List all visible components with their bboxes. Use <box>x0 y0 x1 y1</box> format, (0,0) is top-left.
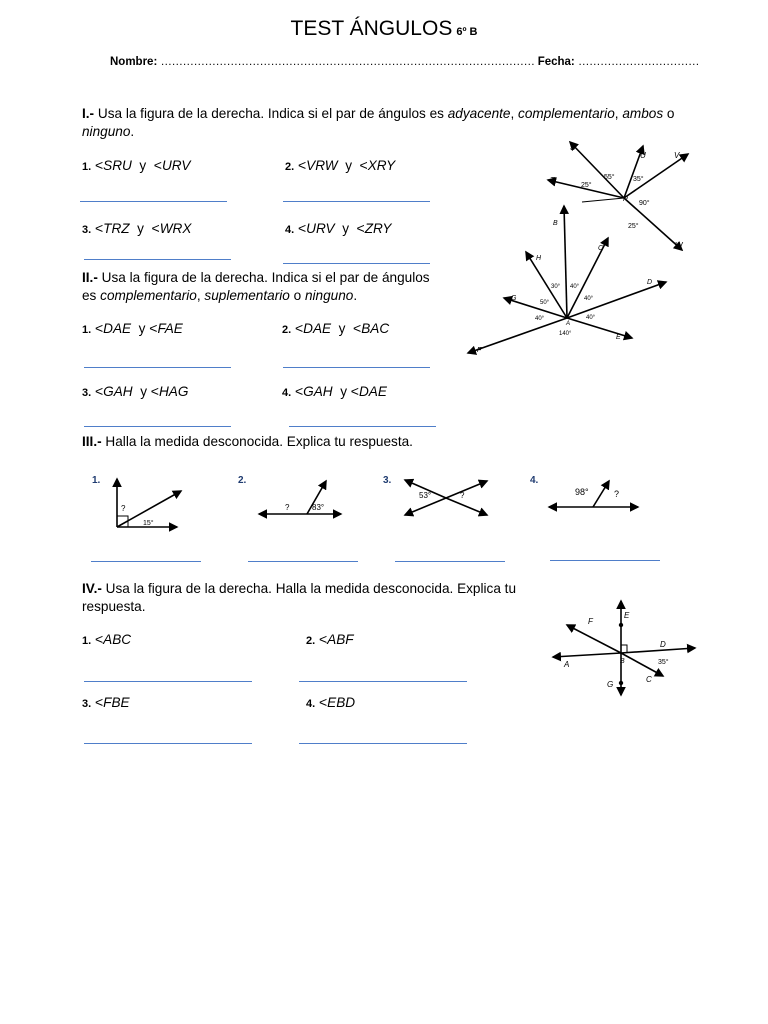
s1-em-ambos: ambos <box>622 106 664 121</box>
s1-em-ninguno: ninguno <box>82 124 131 139</box>
label-g: G <box>607 680 614 689</box>
ray-bf <box>567 625 621 653</box>
section-4-number: IV.- <box>82 581 102 596</box>
s4-question-2 <box>306 631 354 647</box>
label-g: G <box>511 295 517 302</box>
question-number: 1. <box>82 324 92 336</box>
label-c: C <box>598 245 604 252</box>
question-number: 4. <box>285 224 295 236</box>
question-number: 3. <box>82 224 92 236</box>
answer-line[interactable] <box>299 681 467 682</box>
answer-line[interactable] <box>395 561 505 562</box>
section-3-figures <box>85 465 685 545</box>
angle-35: 35° <box>658 659 669 666</box>
s2-text-c: , <box>196 288 205 303</box>
angle-b: BAC <box>361 321 390 336</box>
s2-em-complementario: complementario <box>100 288 197 303</box>
angle-25a: 25° <box>581 182 592 189</box>
figure-4-given: 98° <box>575 487 589 497</box>
grade-label: 6º B <box>456 26 478 38</box>
date-label: Fecha: <box>537 56 575 68</box>
label-c: C <box>646 675 652 684</box>
question-number: 1. <box>82 161 92 173</box>
name-label: Nombre: <box>110 56 158 68</box>
angle-a: VRW <box>306 158 338 173</box>
angle-symbol: < <box>353 320 362 336</box>
s4-text-a: Usa la figura de la derecha. Halla la medida desconocida. Explica tu <box>101 581 516 596</box>
label-a: A <box>564 660 570 669</box>
s4-text-b: respuesta. <box>82 599 146 614</box>
s1-text-e: . <box>130 124 135 139</box>
angle-55: 55° <box>604 174 615 181</box>
angle-30: 30° <box>551 284 561 290</box>
answer-line[interactable] <box>283 367 430 368</box>
label-h: H <box>536 255 542 262</box>
angle-40c: 40° <box>586 315 596 321</box>
angle-a: URV <box>306 221 335 236</box>
answer-line[interactable] <box>248 561 358 562</box>
section-4-instructions <box>82 580 552 616</box>
answer-line[interactable] <box>84 426 231 427</box>
angle-35: 35° <box>633 176 644 183</box>
angle-b: WRX <box>159 221 192 236</box>
angle-40b: 40° <box>584 296 594 302</box>
angle-a: TRZ <box>103 221 130 236</box>
answer-line[interactable] <box>91 561 201 562</box>
figure-3-number: 3. <box>383 475 392 486</box>
section-3-number: III.- <box>82 434 102 449</box>
angle-b: HAG <box>158 384 189 399</box>
label-b: B <box>553 220 558 227</box>
s2-question-2 <box>282 320 389 336</box>
figure-3-unknown: ? <box>460 491 465 500</box>
s1-em-complementario: complementario <box>518 106 615 121</box>
section-2-instructions <box>82 269 462 305</box>
label-s: S <box>570 143 576 152</box>
page-title <box>0 17 768 41</box>
label-u: U <box>640 151 646 160</box>
s2-text-b: es <box>82 288 101 303</box>
and-word: y <box>140 384 147 399</box>
s2-question-4 <box>282 383 387 399</box>
and-word: y <box>340 384 347 399</box>
ray-ab <box>564 206 567 318</box>
angle-symbol: < <box>94 631 104 647</box>
label-d: D <box>647 279 653 286</box>
ray-bd <box>621 648 695 653</box>
angle-symbol: < <box>356 220 365 236</box>
s2-text-d: o <box>289 288 305 303</box>
angle-140: 140° <box>559 331 572 337</box>
s1-text-a: Usa la figura de la derecha. Indica si el par de ángulos es <box>94 106 448 121</box>
angle-a: DAE <box>103 321 132 336</box>
s3-text: Halla la medida desconocida. Explica tu respuesta. <box>101 434 413 449</box>
answer-line[interactable] <box>80 201 227 202</box>
angle-90: 90° <box>639 200 650 207</box>
angle-b: XRY <box>367 158 396 173</box>
answer-line[interactable] <box>84 743 252 744</box>
angle-symbol: < <box>94 320 104 336</box>
ray-ae <box>567 318 632 338</box>
angle-a: ABC <box>103 632 132 647</box>
answer-line[interactable] <box>283 263 430 264</box>
section-1-number: I.- <box>82 106 95 121</box>
answer-line[interactable] <box>283 201 430 202</box>
ray-af <box>468 318 567 353</box>
title-text: TEST ÁNGULOS <box>290 17 453 40</box>
s2-em-suplementario: suplementario <box>204 288 290 303</box>
angle-a: DAE <box>303 321 332 336</box>
label-b: B <box>620 658 625 665</box>
angle-symbol: < <box>150 383 159 399</box>
label-d: D <box>660 640 666 649</box>
s2-em-ninguno: ninguno <box>304 288 354 303</box>
figure-1-unknown: ? <box>121 504 126 513</box>
figure-4-unknown: ? <box>614 489 620 499</box>
answer-line[interactable] <box>84 259 231 260</box>
angle-symbol: < <box>297 157 307 173</box>
s1-question-3 <box>82 220 191 236</box>
s2-text-e: . <box>353 288 358 303</box>
figure-section-4 <box>545 595 725 700</box>
figure-section-2 <box>460 198 680 358</box>
question-number: 3. <box>82 387 92 399</box>
label-f: F <box>588 617 593 626</box>
angle-symbol: < <box>153 157 162 173</box>
angle-a: EBD <box>327 695 356 710</box>
figure-1-number: 1. <box>92 475 101 486</box>
s4-question-1 <box>82 631 131 647</box>
angle-a: ABF <box>327 632 354 647</box>
angle-40d: 40° <box>535 316 545 322</box>
angle-b: URV <box>161 158 191 173</box>
label-v: V <box>674 151 680 160</box>
s1-text-b: , <box>510 106 519 121</box>
answer-line[interactable] <box>299 743 467 744</box>
s2-question-1 <box>82 320 183 336</box>
angle-symbol: < <box>94 694 104 710</box>
and-word: y <box>338 321 346 336</box>
angle-b: DAE <box>358 384 387 399</box>
angle-symbol: < <box>294 320 304 336</box>
s4-question-3 <box>82 694 130 710</box>
angle-a: GAH <box>103 384 133 399</box>
label-f: F <box>477 347 482 354</box>
angle-40: 40° <box>570 284 580 290</box>
and-word: y <box>345 158 352 173</box>
label-w: W <box>675 241 683 250</box>
angle-symbol: < <box>94 220 104 236</box>
angle-symbol: < <box>94 383 104 399</box>
figure-2-number: 2. <box>238 475 247 486</box>
s4-question-4 <box>306 694 355 710</box>
date-field[interactable]: …………………………… <box>577 56 699 68</box>
ray-ah <box>526 252 567 318</box>
label-a: A <box>566 321 571 327</box>
figure-3-given: 53° <box>419 491 432 500</box>
figure-2-unknown: ? <box>285 503 290 512</box>
angle-symbol: < <box>318 694 328 710</box>
and-word: y <box>139 158 147 173</box>
figure-4-number: 4. <box>530 475 539 486</box>
question-number: 2. <box>282 324 292 336</box>
name-date-line <box>110 56 699 68</box>
angle-a: FBE <box>103 695 130 710</box>
label-e: E <box>616 334 621 341</box>
angle-a: SRU <box>103 158 132 173</box>
angle-symbol: < <box>318 631 328 647</box>
angle-symbol: < <box>294 383 304 399</box>
s1-question-2 <box>285 157 395 173</box>
section-3-instructions <box>82 433 413 451</box>
and-word: y <box>138 321 146 336</box>
answer-line[interactable] <box>84 681 252 682</box>
name-field[interactable]: ………………………………………………………………………………………… <box>160 56 535 68</box>
label-e: E <box>624 611 630 620</box>
s2-text-a: Usa la figura de la derecha. Indica si el par de ángulos <box>97 270 430 285</box>
s1-text-c: , <box>614 106 623 121</box>
ray-ba <box>553 653 621 657</box>
label-r: R <box>623 196 629 203</box>
ray-rs <box>570 142 624 198</box>
angle-symbol: < <box>94 157 104 173</box>
question-number: 2. <box>285 161 295 173</box>
angle-25b: 25° <box>628 223 639 230</box>
angle-a: GAH <box>303 384 333 399</box>
s1-text-d: o <box>663 106 675 121</box>
answer-line[interactable] <box>84 367 231 368</box>
and-word: y <box>137 221 144 236</box>
figure-2-given: 83° <box>312 503 325 512</box>
s1-em-adyacente: adyacente <box>447 106 511 121</box>
angle-symbol: < <box>149 320 158 336</box>
question-number: 3. <box>82 698 92 710</box>
question-number: 4. <box>306 698 316 710</box>
question-number: 1. <box>82 635 92 647</box>
label-t: T <box>550 176 555 185</box>
angle-symbol: < <box>359 157 368 173</box>
angle-symbol: < <box>350 383 359 399</box>
angle-b: ZRY <box>364 221 392 236</box>
section-2-number: II.- <box>82 270 98 285</box>
question-number: 4. <box>282 387 292 399</box>
ray-bc <box>621 653 663 676</box>
question-number: 2. <box>306 635 316 647</box>
answer-line[interactable] <box>289 426 436 427</box>
angle-symbol: < <box>297 220 307 236</box>
answer-line[interactable] <box>550 560 660 561</box>
angle-50: 50° <box>540 300 550 306</box>
s1-question-4 <box>285 220 391 236</box>
figure-1-given: 15° <box>143 520 154 527</box>
s2-question-3 <box>82 383 188 399</box>
and-word: y <box>342 221 349 236</box>
angle-symbol: < <box>151 220 160 236</box>
angle-b: FAE <box>157 321 183 336</box>
s1-question-1 <box>82 157 190 173</box>
